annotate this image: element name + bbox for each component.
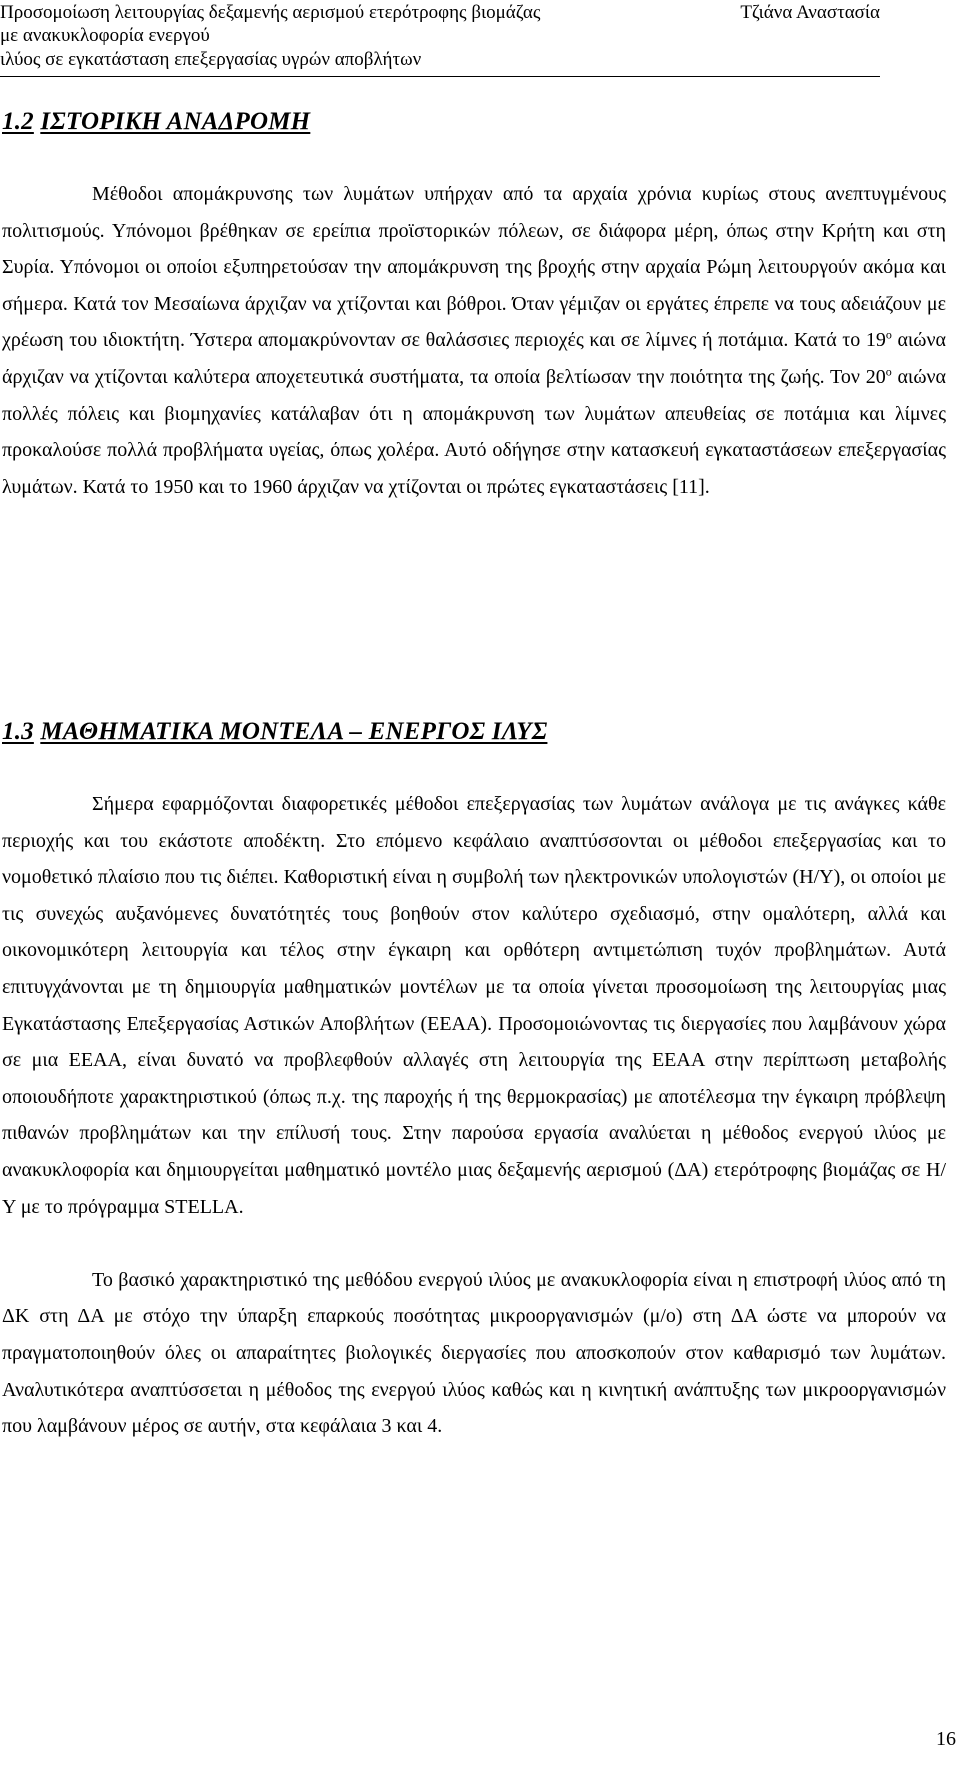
- paragraph: Το βασικό χαρακτηριστικό της μεθόδου ενεργού ιλύος με ανακυκλοφορία είναι η επιστροφή ιλύος από τη ΔΚ στη ΔΑ με στόχο την ύπαρξη επαρκούς ποσότητας μικροοργανισμών (μ/ο) στη ΔΑ ώστε να μπορούν να πραγματοποιηθούν όλες οι απαραίτητες βιολογικές διεργασίες που αποσκοπούν στον καθαρισμό των λυμάτων. Αναλυτικότερα αναπτύσσεται η μέθοδος της ενεργού ιλύος καθώς και η κινητική ανάπτυξης των μικροοργανισμών που λαμβάνουν μέρος σε αυτήν, στα κεφάλαια 3 και 4.: [2, 1268, 946, 1438]
- section-heading-1-2: [2, 108, 310, 136]
- section-1-3-body: [2, 786, 946, 1445]
- paragraph-text: αιώνα πολλές πόλεις και βιομηχανίες κατάλαβαν ότι η απομάκρυνση των λυμάτων απευθείας σε ποτάμια και λίμνες προκαλούσε πολλά προβλήματα υγείας, όπως χολέρα. Αυτό οδήγησε στην κατασκευή εγκαταστάσεων επεξεργασίας λυμάτων. Κατά το 1950 και το 1960 άρχιζαν να χτίζονται οι πρώτες εγκαταστάσεις [11].: [2, 365, 946, 498]
- section-heading-1-3: [2, 718, 547, 746]
- header-author: Τζιάνα Αναστασία: [740, 2, 880, 23]
- header-title-line-3: ιλύος σε εγκατάσταση επεξεργασίας υγρών αποβλήτων: [0, 49, 422, 70]
- header-rule: [0, 76, 880, 77]
- section-title: ΙΣΤΟΡΙΚΗ ΑΝΑΔΡΟΜΗ: [40, 108, 311, 135]
- header-title-line-2: με ανακυκλοφορία ενεργού: [0, 25, 210, 46]
- paragraph: [2, 176, 946, 505]
- section-number: 1.3: [2, 718, 34, 745]
- page-number: 16: [936, 1728, 956, 1750]
- section-title: ΜΑΘΗΜΑΤΙΚΑ ΜΟΝΤΕΛΑ – ΕΝΕΡΓΟΣ ΙΛΥΣ: [40, 718, 548, 745]
- superscript: ο: [885, 364, 892, 379]
- paragraph-text: αιώνα άρχιζαν να χτίζονται καλύτερα αποχετευτικά συστήματα, τα οποία βελτίωσαν την ποιότητα της ζωής. Τον 20: [2, 329, 946, 388]
- superscript: ο: [885, 327, 892, 342]
- paragraph-text: Μέθοδοι απομάκρυνσης των λυμάτων υπήρχαν από τα αρχαία χρόνια κυρίως στους ανεπτυγμένους πολιτισμούς. Υπόνομοι βρέθηκαν σε ερείπια προϊστορικών πόλεων, σε διάφορα μέρη, όπως στην Κρήτη και στη Συρία. Υπόνομοι οι οποίοι εξυπηρετούσαν την απομάκρυνση της βροχής στην αρχαία Ρώμη λειτουργούν ακόμα και σήμερα. Κατά τον Μεσαίωνα άρχιζαν να χτίζονται και βόθροι. Όταν γέμιζαν οι εργάτες έπρεπε να τους αδειάζουν με χρέωση του ιδιοκτήτη. Ύστερα απομακρύνονταν σε θαλάσσιες περιοχές και σε λίμνες ή ποτάμια. Κατά το 19: [2, 183, 946, 352]
- paragraph: Σήμερα εφαρμόζονται διαφορετικές μέθοδοι επεξεργασίας των λυμάτων ανάλογα με τις ανάγκες κάθε περιοχής και του εκάστοτε αποδέκτη. Στο επόμενο κεφάλαιο αναπτύσσονται οι μέθοδοι επεξεργασίας και το νομοθετικό πλαίσιο που τις διέπει. Καθοριστική είναι η συμβολή των ηλεκτρονικών υπολογιστών (Η/Υ), οι οποίοι με τις συνεχώς αυξανόμενες δυνατότητές τους βοηθούν στον καλύτερο σχεδιασμό, στην ομαλότερη, αλλά και οικονομικότερη λειτουργία και τέλος στην έγκαιρη και ορθότερη αντιμετώπιση τυχόν προβλημάτων. Αυτά επιτυγχάνονται με τη δημιουργία μαθηματικών μοντέλων με τα οποία γίνεται προσομοίωση της λειτουργίας μιας Εγκατάστασης Επεξεργασίας Αστικών Αποβλήτων (ΕΕΑΑ). Προσομοιώνοντας τις διεργασίες που λαμβάνουν χώρα σε μια ΕΕΑΑ, είναι δυνατό να προβλεφθούν αλλαγές στη λειτουργία της ΕΕΑΑ στην περίπτωση μεταβολής οποιουδήποτε χαρακτηριστικού (όπως π.χ. της παροχής ή της θερμοκρασίας) με αποτέλεσμα την έγκαιρη πρόβλεψη πιθανών προβλημάτων και την επίλυσή τους. Στην παρούσα εργασία αναλύεται η μέθοδος ενεργού ιλύος με ανακυκλοφορία και δημιουργείται μαθηματικό μοντέλο μιας δεξαμενής αερισμού (ΔΑ) ετερότροφης βιομάζας σε Η/Υ με το πρόγραμμα STELLA.: [2, 793, 946, 1218]
- header-title-line-1: Προσομοίωση λειτουργίας δεξαμενής αερισμού ετερότροφης βιομάζας: [0, 2, 541, 23]
- section-1-2-body: [2, 176, 946, 505]
- running-header: [0, 0, 880, 82]
- section-number: 1.2: [2, 108, 34, 135]
